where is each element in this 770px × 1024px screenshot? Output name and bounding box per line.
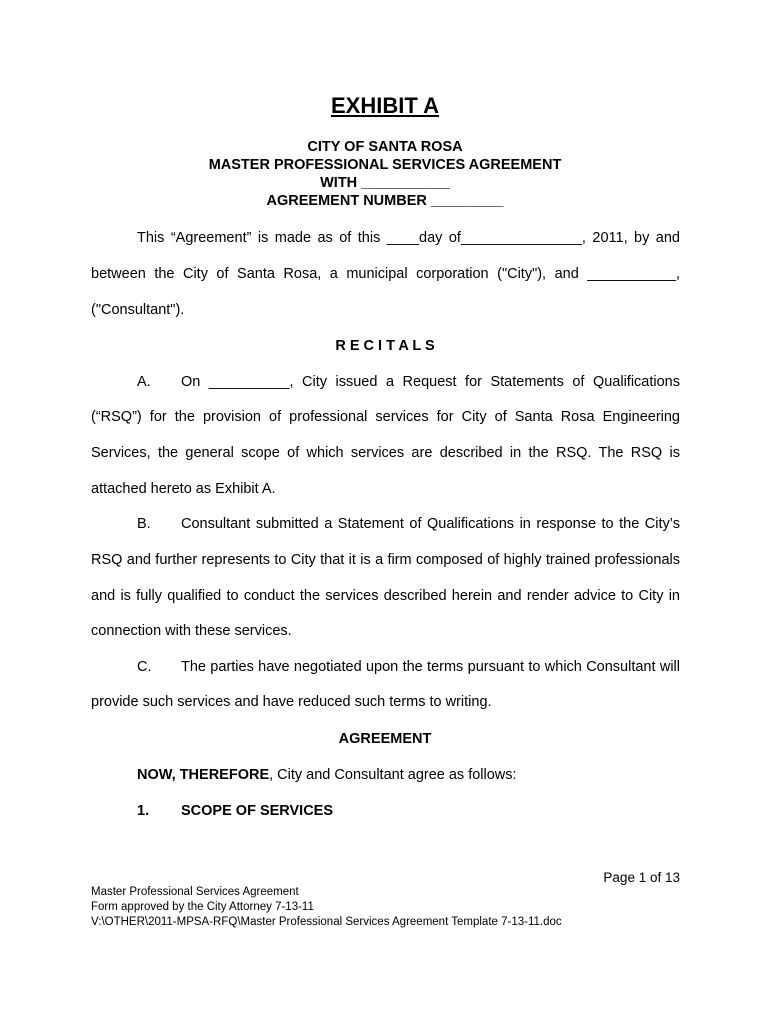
with-line-heading: WITH ___________ (320, 175, 450, 191)
intro-line-3: ("Consultant"). (91, 302, 185, 318)
recital-b-label: B. (137, 516, 151, 532)
footer-file-path: V:\OTHER\2011-MPSA-RFQ\Master Professional Services Agreement Template 7-13-11.doc (91, 916, 562, 928)
recital-b-line-4: connection with these services. (91, 623, 292, 639)
recital-a-line-4: attached hereto as Exhibit A. (91, 481, 276, 497)
recital-c-line-1: The parties have negotiated upon the terms pursuant to which Consultant will (181, 659, 680, 675)
recital-c-label: C. (137, 659, 152, 675)
footer-line-2: Form approved by the City Attorney 7-13-11 (91, 901, 314, 913)
recitals-heading: R E C I T A L S (335, 338, 435, 354)
now-therefore-rest: , City and Consultant agree as follows: (269, 767, 517, 783)
section-1-number: 1. (137, 803, 150, 819)
intro-line-2: between the City of Santa Rosa, a municipal corporation ("City"), and ___________, (91, 266, 680, 282)
recital-a-line-1: On __________, City issued a Request for Statements of Qualifications (181, 374, 680, 390)
section-1-title: SCOPE OF SERVICES (181, 803, 334, 819)
footer-line-1: Master Professional Services Agreement (91, 886, 299, 898)
agreement-type-heading: MASTER PROFESSIONAL SERVICES AGREEMENT (208, 157, 562, 173)
recital-c-line-2: provide such services and have reduced such terms to writing. (91, 694, 492, 710)
recital-b-line-3: and is fully qualified to conduct the services described herein and render advice to City in (91, 588, 680, 604)
page-number: Page 1 of 13 (603, 870, 680, 885)
agreement-number-heading: AGREEMENT NUMBER _________ (266, 193, 504, 209)
intro-line-1: This “Agreement” is made as of this ____day of_______________, 2011, by and (137, 230, 680, 246)
city-name-heading: CITY OF SANTA ROSA (307, 139, 463, 155)
recital-b-line-2: RSQ and further represents to City that it is a firm composed of highly trained professionals (91, 552, 680, 568)
agreement-heading: AGREEMENT (338, 731, 432, 747)
recital-a-line-3: Services, the general scope of which services are described in the RSQ. The RSQ is (91, 445, 680, 461)
recital-a-label: A. (137, 374, 151, 390)
recital-b-line-1: Consultant submitted a Statement of Qualifications in response to the City’s (181, 516, 680, 532)
exhibit-title: EXHIBIT A (331, 93, 439, 118)
now-therefore-bold: NOW, THEREFORE (137, 767, 270, 783)
now-therefore-line (137, 767, 726, 783)
recital-a-line-2: (“RSQ”) for the provision of professional services for City of Santa Rosa Engineering (91, 409, 680, 425)
